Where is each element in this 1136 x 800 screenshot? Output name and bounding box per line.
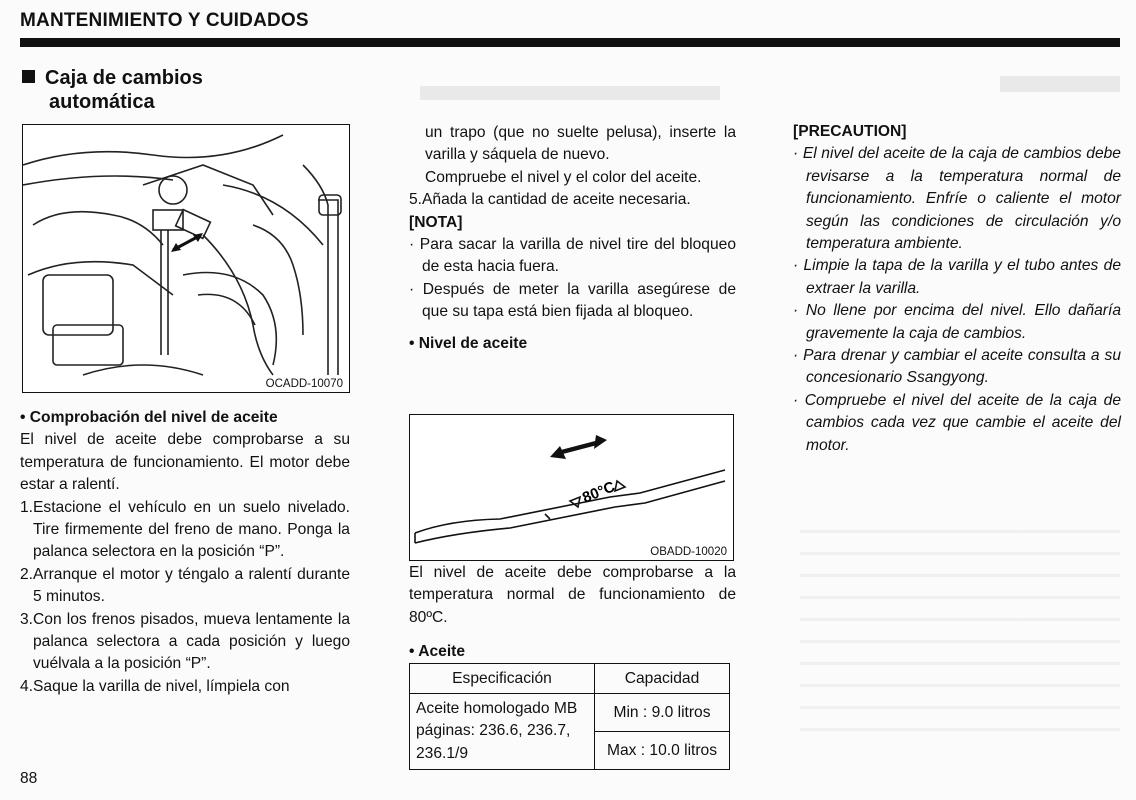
step-4: 4.Saque la varilla de nivel, límpiela con bbox=[20, 677, 290, 695]
section-title-line1: Caja de cambios bbox=[45, 67, 203, 89]
bleed-through-shape bbox=[800, 520, 1120, 750]
page-header: MANTENIMIENTO Y CUIDADOS bbox=[20, 10, 309, 31]
square-bullet-icon bbox=[22, 70, 35, 83]
column-2-lower bbox=[409, 562, 736, 664]
engine-figure bbox=[22, 124, 350, 393]
section-title bbox=[22, 66, 203, 114]
oil-level-text: El nivel de aceite debe comprobarse a la temperatura normal de funcionamiento de 80ºC. bbox=[409, 564, 736, 626]
precaution-item-4: · Para drenar y cambiar el aceite consulta a su concesionario Ssangyong. bbox=[793, 347, 1121, 387]
dipstick-illustration bbox=[410, 415, 733, 560]
precaution-item-2: · Limpie la tapa de la varilla y el tubo antes de extraer la varilla. bbox=[793, 257, 1121, 297]
figure-code: OCADD-10070 bbox=[265, 378, 343, 390]
step-4-continuation: un trapo (que no suelte pelusa), inserte la varilla y sáquela de nuevo. bbox=[425, 124, 736, 164]
page-number: 88 bbox=[20, 770, 38, 787]
nota-item-1: · Para sacar la varilla de nivel tire del bloqueo de esta hacia fuera. bbox=[409, 236, 736, 276]
header-rule bbox=[20, 38, 1120, 47]
subheading-oil-check: • Comprobación del nivel de aceite bbox=[20, 409, 278, 426]
temperature-label: 80°C bbox=[580, 478, 618, 507]
table-header-spec: Especificación bbox=[410, 664, 595, 694]
bleed-through-shape bbox=[420, 86, 720, 100]
column-2 bbox=[409, 122, 736, 355]
step-1: 1.Estacione el vehículo en un suelo nivelado. Tire firmemente del freno de mano. Ponga la palanca selectora en la posición “P”. bbox=[20, 498, 350, 561]
table-header-capacity: Capacidad bbox=[595, 664, 730, 694]
subheading-oil-level: • Nivel de aceite bbox=[409, 334, 528, 352]
figure-code: OBADD-10020 bbox=[650, 546, 727, 558]
step-5: 5.Añada la cantidad de aceite necesaria. bbox=[409, 191, 691, 209]
precaution-item-1: · El nivel del aceite de la caja de cambios debe revisarse a la temperatura normal de funcionamiento. Enfríe o caliente el motor según las condiciones de circulación y/o temperatura ambiente. bbox=[793, 145, 1121, 253]
section-title-line2: automática bbox=[49, 91, 155, 113]
precaution-item-5: · Compruebe el nivel del aceite de la caja de cambios cada vez que cambie el aceite del motor. bbox=[793, 391, 1121, 454]
bleed-through-shape bbox=[1000, 76, 1120, 92]
column-1 bbox=[20, 407, 350, 698]
column-3 bbox=[793, 121, 1121, 457]
engine-illustration bbox=[23, 125, 349, 392]
subheading-oil: • Aceite bbox=[409, 643, 466, 661]
table-cell-min: Min : 9.0 litros bbox=[595, 694, 730, 732]
table-cell-spec: Aceite homologado MB páginas: 236.6, 236.7, 236.1/9 bbox=[410, 694, 595, 770]
check-level-text: Compruebe el nivel y el color del aceite. bbox=[425, 168, 702, 186]
dipstick-figure bbox=[409, 414, 734, 561]
nota-item-2: · Después de meter la varilla asegúrese de que su tapa está bien fijada al bloqueo. bbox=[409, 280, 736, 321]
step-3: 3.Con los frenos pisados, mueva lentamente la palanca selectora a cada posición y luego vuélvala a la posición “P”. bbox=[20, 610, 350, 673]
nota-title: [NOTA] bbox=[409, 213, 463, 231]
paragraph-intro: El nivel de aceite debe comprobarse a su temperatura de funcionamiento. El motor debe estar a ralentí. bbox=[20, 431, 350, 494]
precaution-item-3: · No llene por encima del nivel. Ello dañaría gravemente la caja de cambios. bbox=[793, 302, 1121, 342]
precaution-title: [PRECAUTION] bbox=[793, 123, 907, 140]
table-cell-max: Max : 10.0 litros bbox=[595, 732, 730, 770]
oil-spec-table bbox=[409, 663, 730, 770]
step-2: 2.Arranque el motor y téngalo a ralentí durante 5 minutos. bbox=[20, 565, 350, 606]
